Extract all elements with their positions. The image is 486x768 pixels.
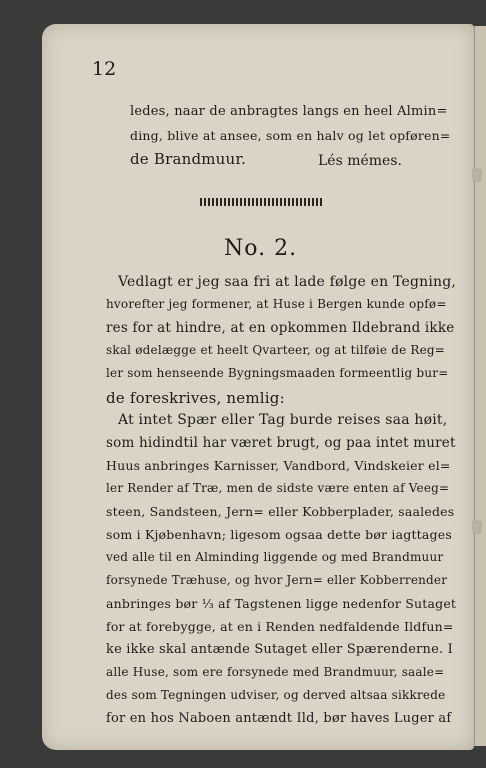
text-line: res for at hindre, at en opkommen Ildebrand ikke (106, 320, 455, 336)
text-line: ler som henseende Bygningsmaaden formeentlig bur= (106, 366, 449, 380)
text-line: forsynede Træhuse, og hvor Jern= eller Kobberrender (106, 573, 448, 587)
text-line: de foreskrives, nemlig: (106, 389, 285, 407)
page-number: 12 (92, 58, 117, 80)
text-line: for en hos Naboen antændt Ild, bør haves Luger af (106, 711, 452, 726)
text-line: for at forebygge, at en i Renden nedfaldende Ildfun= (106, 619, 454, 634)
text-line: des som Tegningen udviser, og derved altsaa sikkrede (106, 688, 446, 702)
printer-note: Lés mémes. (318, 153, 402, 169)
text-line: steen, Sandsteen, Jern= eller Kobberplader, saaledes (106, 504, 455, 519)
text-line: ler Render af Træ, men de sidste være enten af Veeg= (106, 481, 450, 495)
text-line: anbringes bør ⅓ af Tagstenen ligge nedenfor Sutaget (106, 596, 457, 611)
text-line: som i Kjøbenhavn; ligesom ogsaa dette bør iagttages (106, 527, 452, 542)
text-line: ved alle til en Alminding liggende og med Brandmuur (106, 550, 444, 564)
text-line: skal ødelægge et heelt Qvarteer, og at tilføie de Reg= (106, 343, 446, 357)
text-line: de Brandmuur. (130, 150, 247, 168)
text-line: Huus anbringes Karnisser, Vandbord, Vindskeier el= (106, 458, 451, 473)
text-line: ke ikke skal antænde Sutaget eller Spærenderne. I (106, 642, 454, 657)
text-line: hvorefter jeg formener, at Huse i Bergen kunde opfø= (106, 297, 447, 311)
section-divider-ornament (200, 198, 322, 206)
text-line: som hidindtil har været brugt, og paa intet muret (106, 435, 456, 451)
text-line: alle Huse, som ere forsynede med Brandmuur, saale= (106, 665, 445, 679)
binding-stitch (472, 168, 482, 182)
text-line: ding, blive at ansee, som en halv og let opføren= (130, 128, 451, 143)
text-line: Vedlagt er jeg saa fri at lade følge en Tegning, (118, 274, 457, 290)
text-line: At intet Spær eller Tag burde reises saa høit, (118, 412, 448, 428)
section-heading: No. 2. (224, 236, 298, 261)
binding-stitch (472, 520, 482, 534)
adjacent-page-edge (474, 26, 486, 746)
text-line: ledes, naar de anbragtes langs en heel Almin= (130, 104, 448, 119)
